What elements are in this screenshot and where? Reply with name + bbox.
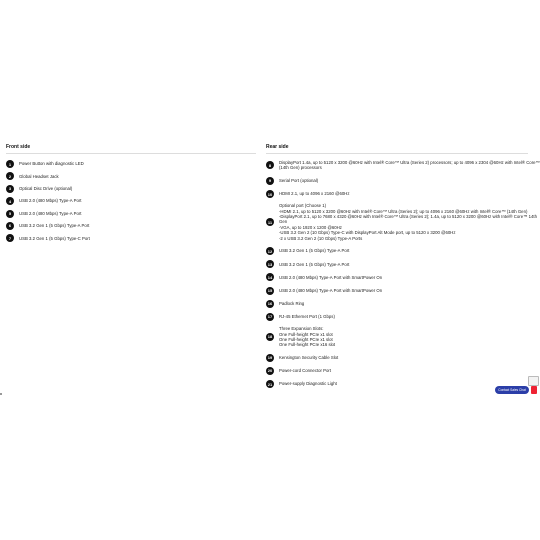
item-number-badge: 11 (267, 219, 273, 225)
item-line: Power Button with diagnostic LED (19, 161, 84, 167)
item-description (279, 326, 335, 348)
item-description (279, 368, 331, 373)
item-description (19, 161, 84, 166)
front-side-section (6, 144, 256, 247)
chat-button-label: Contact Sales Chat (498, 388, 526, 392)
item-number-badge: 1 (6, 160, 14, 168)
item-description (279, 288, 382, 293)
item-number-badge: 13 (267, 261, 273, 267)
item-line: USB 2.0 (480 Mbps) Type-A Port with SmartPower On (279, 287, 383, 293)
list-item (266, 326, 528, 348)
item-description (279, 262, 349, 267)
list-item (266, 273, 528, 281)
item-number-badge: 2 (6, 172, 14, 180)
list-item (266, 177, 528, 185)
scroll-marker (0, 393, 2, 395)
list-item (266, 190, 528, 198)
item-number-badge: 3 (6, 185, 14, 193)
item-line: (14th Gen) processors (279, 165, 322, 171)
list-item (6, 222, 256, 230)
front-side-heading: Front side (6, 144, 256, 154)
item-description (19, 236, 90, 241)
feedback-tab-button[interactable] (528, 376, 539, 386)
list-item (6, 185, 256, 193)
item-description (279, 248, 349, 253)
item-line: Optical Disc Drive (optional) (19, 186, 73, 192)
list-item (266, 354, 528, 362)
item-number-badge: 12 (267, 248, 273, 254)
item-number-badge: 19 (267, 355, 273, 361)
list-item (6, 210, 256, 218)
item-description (279, 314, 335, 319)
item-line: Three Expansion Slots: (279, 326, 324, 332)
item-line: RJ-45 Ethernet Port (1 Gbps) (279, 314, 335, 320)
list-item (266, 160, 540, 171)
list-item (266, 367, 528, 375)
item-line: Serial Port (optional) (279, 178, 319, 184)
item-line: HDMI 2.1, up to 4096 x 2160 @60Hz (279, 191, 350, 197)
item-description (279, 178, 318, 183)
rear-side-heading: Rear side (266, 144, 528, 154)
list-item (6, 160, 256, 168)
item-description (279, 191, 350, 196)
list-item (266, 300, 528, 308)
item-number-badge: 5 (6, 210, 14, 218)
item-line: Global Headset Jack (19, 173, 59, 179)
item-line: -USB 3.2 Gen 2 (10 Gbps) Type-C with DisplayPort Alt Mode port, up to 5120 x 3200 @60Hz (279, 230, 456, 236)
item-line: USB 3.2 Gen 1 (5 Gbps) Type-A Port (279, 248, 350, 254)
item-number-badge: 21 (267, 381, 273, 387)
item-description (279, 381, 337, 386)
list-item (6, 197, 256, 205)
chat-button[interactable] (495, 386, 529, 394)
chat-close-button[interactable] (531, 386, 537, 394)
item-description (19, 211, 82, 216)
item-line: Power-cord Connector Port (279, 368, 332, 374)
item-line: Optional port (Choose 1) (279, 203, 327, 209)
item-number-badge: 17 (267, 314, 273, 320)
item-number-badge: 9 (266, 177, 274, 185)
item-description (279, 275, 382, 280)
item-number-badge: 10 (267, 191, 273, 197)
item-number-badge: 18 (267, 334, 273, 340)
item-description (279, 160, 540, 171)
item-line: USB 3.2 Gen 1 (5 Gbps) Type-A Port (279, 261, 350, 267)
item-description (19, 174, 59, 179)
item-line: -VGA, up to 1920 x 1200 @60Hz (279, 224, 342, 230)
item-line: One Full-height PCIe x1 slot (279, 336, 333, 342)
item-number-badge: 16 (267, 301, 273, 307)
list-item (266, 260, 528, 268)
item-description (279, 203, 537, 241)
item-line: USB 3.2 Gen 1 (5 Gbps) Type-C Port (19, 235, 90, 241)
item-number-badge: 15 (267, 288, 273, 294)
item-line: One Full-height PCIe x1 slot (279, 331, 333, 337)
list-item (6, 234, 256, 242)
list-item (266, 247, 528, 255)
item-line: USB 2.0 (480 Mbps) Type-A Port (19, 198, 82, 204)
item-line: DisplayPort 1.4a, up to 5120 x 3200 @60Hz with Intel® Core™ Ultra (Series 2) processors; up to 4096 x 2304 @60Hz with Intel® Core™ (279, 160, 540, 165)
item-line: USB 2.0 (480 Mbps) Type-A Port with SmartPower On (279, 274, 383, 280)
list-item (266, 313, 528, 321)
item-number-badge: 4 (6, 197, 14, 205)
item-line: Padlock Ring (279, 301, 305, 307)
item-line: Power-supply Diagnostic Light (279, 381, 337, 387)
item-line: USB 3.2 Gen 1 (5 Gbps) Type-A Port (19, 223, 90, 229)
item-number-badge: 20 (267, 368, 273, 374)
item-line: One Full-height PCIe x16 slot (279, 342, 336, 348)
item-line: -2 x USB 3.2 Gen 2 (10 Gbps) Type-A Ports (279, 235, 363, 241)
item-description (19, 198, 82, 203)
item-line: Gen (279, 219, 288, 225)
front-side-list (6, 160, 256, 242)
item-description (19, 223, 89, 228)
item-number-badge: 8 (266, 161, 274, 169)
list-item (266, 287, 528, 295)
item-number-badge: 14 (267, 274, 273, 280)
item-number-badge: 6 (6, 222, 14, 230)
list-item (6, 172, 256, 180)
item-line: -HDMI 2.1, up to 5120 x 3200 @60Hz with Intel® Core™ Ultra (Series 2); up to 4096 x 2160 @60Hz with Intel® Core™ (14th Gen) (279, 208, 528, 214)
item-description (279, 355, 338, 360)
item-line: USB 2.0 (480 Mbps) Type-A Port (19, 210, 82, 216)
list-item (266, 203, 537, 241)
list-item (266, 380, 528, 388)
item-line: -DisplayPort 2.1, up to 7680 x 4320 @60Hz with Intel® Core™ Ultra (Series 2); 1.4a, up to 5120 x 3200 @60Hz with Intel® Core™ 14th (279, 214, 537, 219)
rear-side-section (266, 144, 540, 393)
item-line: Kensington Security Cable Slot (279, 355, 339, 361)
rear-side-list (266, 160, 540, 388)
item-number-badge: 7 (6, 234, 14, 242)
item-description (279, 301, 304, 306)
item-description (19, 186, 72, 191)
